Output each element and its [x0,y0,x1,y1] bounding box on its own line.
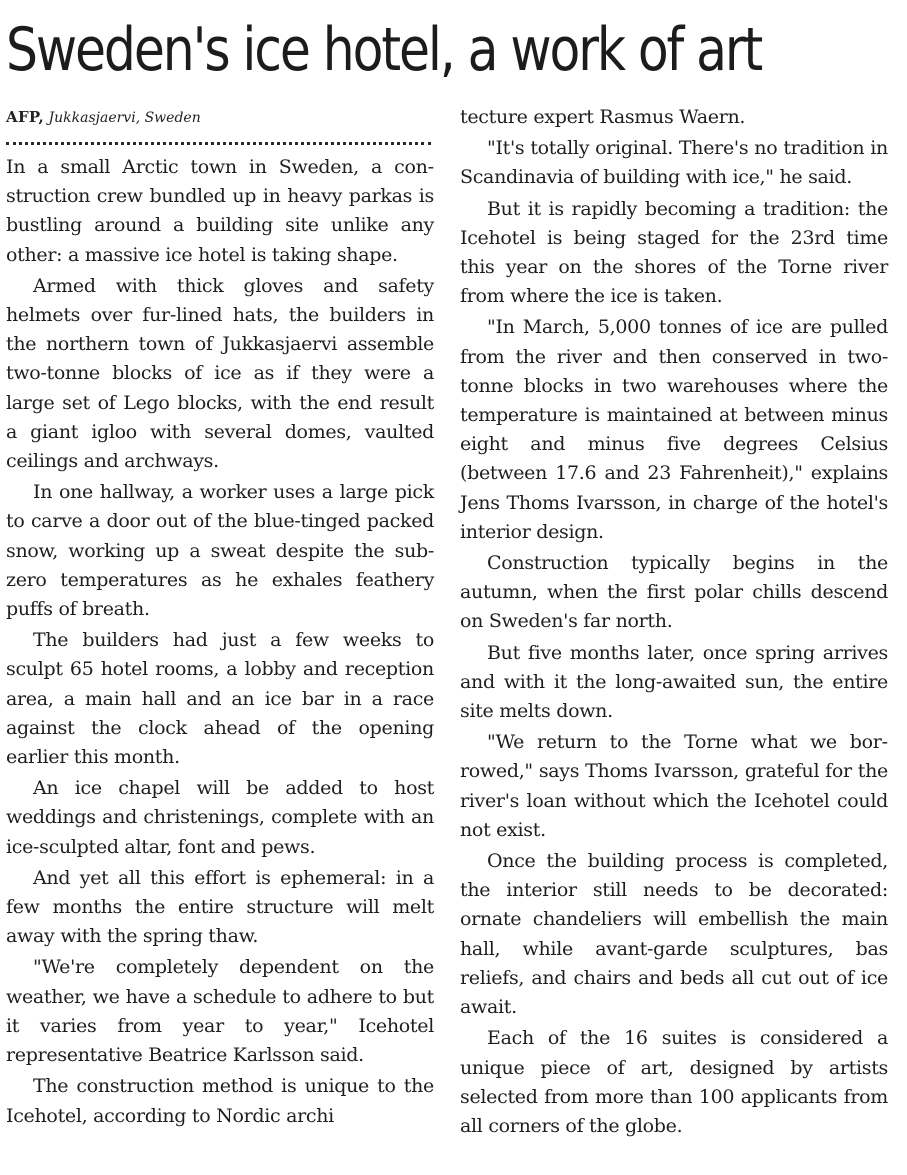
paragraph: Construction typically begins in the autumn, when the first polar chills descend on Sweden's far north. [460,552,888,633]
dotted-divider [6,142,431,145]
paragraph: In a small Arctic town in Sweden, a construction crew bundled up in heavy parkas is bustling around a building site unlike any other: a massive ice hotel is taking shape. [6,156,434,266]
dateline [6,103,434,132]
paragraph: The builders had just a few weeks to sculpt 65 hotel rooms, a lobby and reception area, a main hall and an ice bar in a race against the clock ahead of the opening earlier this month. [6,629,434,769]
paragraph: "We return to the Torne what we borrowed," says Thoms Ivarsson, grateful for the river's loan without which the Icehotel could not exist. [460,731,888,841]
paragraph: "We're completely dependent on the weather, we have a schedule to adhere to but it varies from year to year," Icehotel representative Beatrice Karlsson said. [6,956,434,1067]
paragraph: And yet all this effort is ephemeral: in a few months the entire structure will melt away with the spring thaw. [6,866,434,948]
paragraph: An ice chapel will be added to host weddings and christenings, complete with an ice-sculpted altar, font and pews. [6,777,434,858]
byline-place: Jukkasjaervi, Sweden [48,110,201,126]
paragraph: The construction method is unique to the Icehotel, according to Nordic archi [6,1075,434,1127]
article-column-left [6,103,434,1131]
byline-agency: AFP, [6,108,45,126]
paragraph: In one hallway, a worker uses a large pick to carve a door out of the blue-tinged packed snow, working up a sweat despite the sub-zero temperatures as he exhales feathery puffs of breath. [6,481,434,621]
paragraph: Once the building process is completed, the interior still needs to be decorated: ornate chandeliers will embellish the main hall, while avant-garde sculptures, bas reliefs, and chairs and beds all cut out of ice await. [460,850,888,1019]
paragraph: Each of the 16 suites is considered a unique piece of art, designed by artists selected from more than 100 applicants from all corners of the globe. [460,1027,888,1137]
article-column-right [460,103,888,1141]
paragraph: "In March, 5,000 tonnes of ice are pulled from the river and then conserved in two-tonne blocks in two warehouses where the temperature is maintained at between minus eight and minus five degrees Celsius (between 17.6 and 23 Fahrenheit)," explains Jens Thoms Ivarsson, in charge of the hotel's interior design. [460,316,888,543]
article-headline: Sweden's ice hotel, a work of art [6,15,762,85]
paragraph: Armed with thick gloves and safety helmets over fur-lined hats, the builders in the northern town of Jukkasjaervi assemble two-tonne blocks of ice as if they were a large set of Lego blocks, with the end result a giant igloo with several domes, vaulted ceilings and archways. [6,274,434,473]
paragraph: "It's totally original. There's no tradition in Scandinavia of building with ice," he said. [460,137,888,189]
paragraph: But five months later, once spring arrives and with it the long-awaited sun, the entire site melts down. [460,641,888,723]
paragraph: But it is rapidly becoming a tradition: the Icehotel is being staged for the 23rd time this year on the shores of the Torne river from where the ice is taken. [460,197,888,308]
paragraph-continuation: tecture expert Rasmus Waern. [460,106,746,128]
